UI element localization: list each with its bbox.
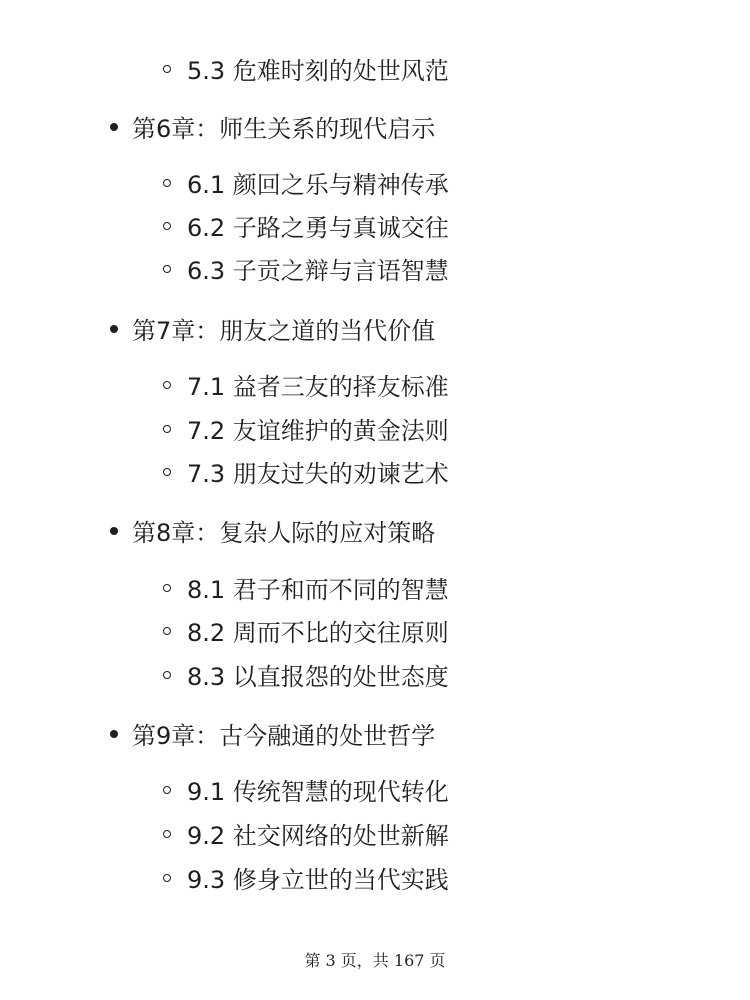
hollow-bullet-icon [163, 830, 171, 838]
toc-chapter-item [110, 108, 435, 148]
toc-item-label: 9.2 社交网络的处世新解 [187, 822, 449, 850]
hollow-bullet-icon [163, 265, 171, 273]
toc-chapter-item [110, 715, 435, 755]
toc-section-item [163, 410, 449, 450]
hollow-bullet-icon [163, 381, 171, 389]
toc-item-label: 6.3 子贡之辩与言语智慧 [187, 257, 449, 285]
toc-item-label: 7.3 朋友过失的劝谏艺术 [187, 460, 449, 488]
hollow-bullet-icon [163, 65, 171, 73]
hollow-bullet-icon [163, 786, 171, 794]
toc-item-label: 7.2 友谊维护的黄金法则 [187, 417, 449, 445]
hollow-bullet-icon [163, 179, 171, 187]
page-number-footer: 第 3 页，共 167 页 [304, 951, 446, 970]
toc-item-label: 9.1 传统智慧的现代转化 [187, 778, 449, 806]
filled-bullet-icon [110, 325, 118, 333]
toc-item-label: 第7章：朋友之道的当代价值 [132, 317, 436, 345]
toc-section-item [163, 50, 449, 90]
toc-section-item [163, 207, 449, 247]
toc-item-label: 8.1 君子和而不同的智慧 [187, 576, 449, 604]
toc-item-label: 第8章：复杂人际的应对策略 [132, 519, 436, 547]
toc-item-label: 6.2 子路之勇与真诚交往 [187, 214, 449, 242]
hollow-bullet-icon [163, 425, 171, 433]
toc-item-label: 7.1 益者三友的择友标准 [187, 373, 449, 401]
hollow-bullet-icon [163, 627, 171, 635]
toc-section-item [163, 569, 449, 609]
toc-section-item [163, 250, 449, 290]
filled-bullet-icon [110, 527, 118, 535]
toc-section-item [163, 815, 449, 855]
toc-item-label: 8.3 以直报怨的处世态度 [187, 663, 449, 691]
filled-bullet-icon [110, 730, 118, 738]
hollow-bullet-icon [163, 222, 171, 230]
hollow-bullet-icon [163, 874, 171, 882]
toc-section-item [163, 453, 449, 493]
toc-chapter-item [110, 512, 435, 552]
toc-section-item [163, 612, 449, 652]
toc-section-item [163, 164, 449, 204]
toc-chapter-item [110, 310, 435, 350]
hollow-bullet-icon [163, 468, 171, 476]
toc-item-label: 6.1 颜回之乐与精神传承 [187, 171, 449, 199]
toc-item-label: 第9章：古今融通的处世哲学 [132, 722, 436, 750]
toc-item-label: 5.3 危难时刻的处世风范 [187, 57, 449, 85]
toc-item-label: 第6章：师生关系的现代启示 [132, 115, 436, 143]
toc-section-item [163, 859, 449, 899]
toc-section-item [163, 366, 449, 406]
toc-section-item [163, 656, 449, 696]
hollow-bullet-icon [163, 584, 171, 592]
toc-item-label: 9.3 修身立世的当代实践 [187, 866, 449, 894]
toc-section-item [163, 771, 449, 811]
hollow-bullet-icon [163, 671, 171, 679]
toc-item-label: 8.2 周而不比的交往原则 [187, 619, 449, 647]
filled-bullet-icon [110, 123, 118, 131]
